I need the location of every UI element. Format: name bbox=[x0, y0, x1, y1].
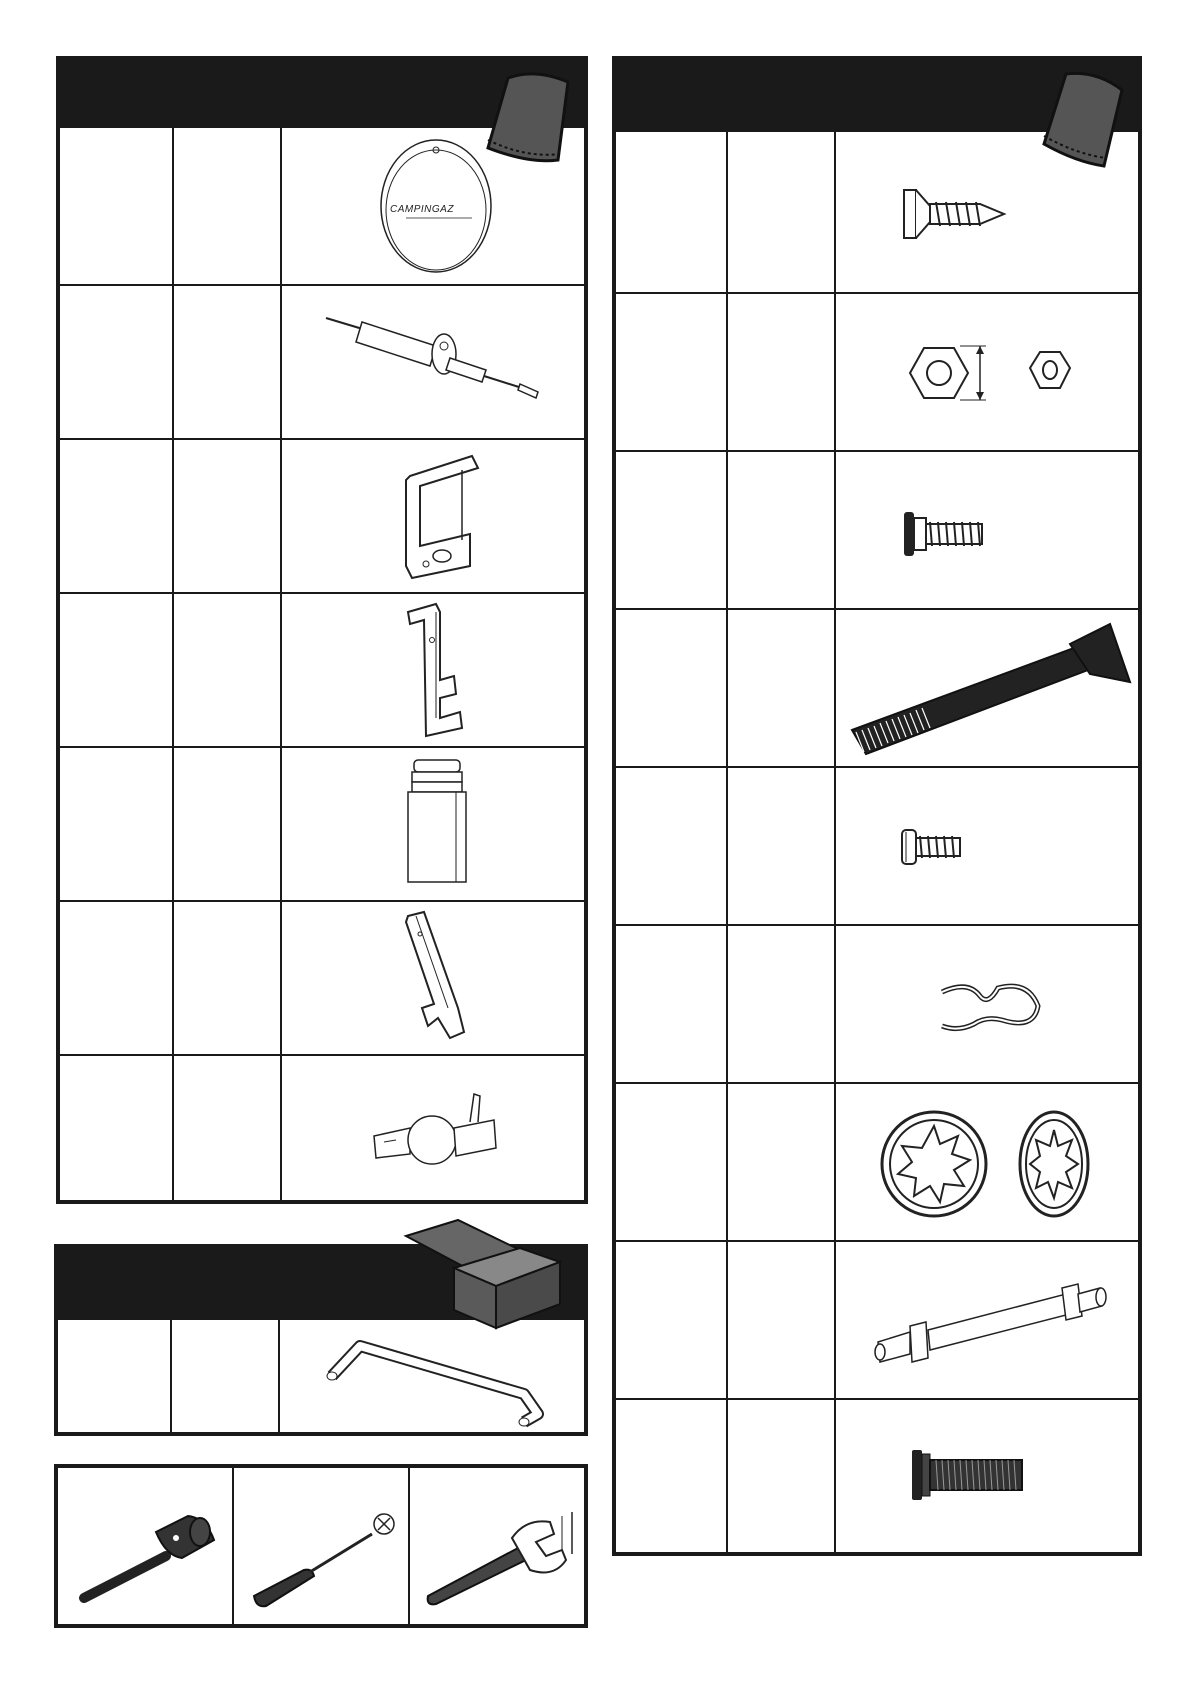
hook-bracket-icon bbox=[396, 600, 486, 740]
u-bracket-icon bbox=[392, 446, 492, 586]
adjustable-wrench-icon bbox=[422, 1508, 582, 1608]
long-countersunk-bolt-icon bbox=[844, 620, 1134, 760]
washer-head-screw-icon bbox=[900, 504, 1000, 564]
countersunk-screw-icon bbox=[900, 186, 1010, 242]
l-shaped-handle-icon bbox=[324, 1336, 564, 1426]
knob-brand-text: CAMPINGAZ bbox=[390, 204, 454, 215]
parts-table-left bbox=[56, 56, 588, 1204]
glove-icon bbox=[480, 68, 590, 168]
gas-valve-icon bbox=[370, 1084, 520, 1184]
hex-bolt-icon bbox=[908, 1446, 1028, 1506]
toolbox-icon bbox=[400, 1216, 566, 1334]
square-plug-icon bbox=[404, 756, 484, 886]
slotted-bracket-icon bbox=[398, 908, 488, 1048]
parts-table-right bbox=[612, 56, 1142, 1556]
mallet-icon bbox=[76, 1498, 226, 1608]
igniter-electrode-icon bbox=[326, 308, 546, 418]
screwdriver-icon bbox=[250, 1500, 400, 1610]
control-knob-icon bbox=[376, 136, 496, 276]
small-machine-screw-icon bbox=[898, 826, 968, 870]
r-clip-icon bbox=[938, 976, 1048, 1036]
star-lock-washer-icon bbox=[878, 1104, 1098, 1224]
glove-icon bbox=[1036, 70, 1142, 170]
hex-nut-icon bbox=[906, 338, 1086, 408]
tools-required-table bbox=[54, 1464, 588, 1628]
spacer-rod-icon bbox=[870, 1280, 1110, 1370]
